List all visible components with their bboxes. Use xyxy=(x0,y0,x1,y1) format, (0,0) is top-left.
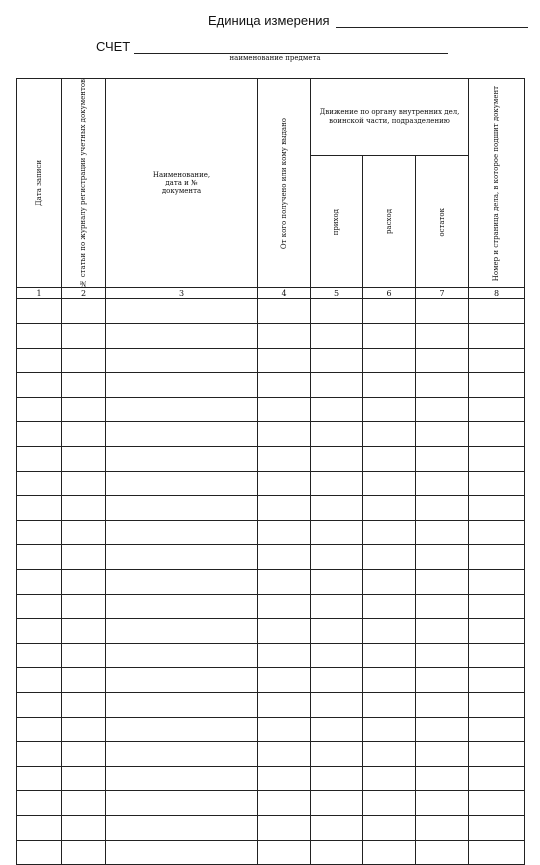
table-cell[interactable] xyxy=(416,299,469,324)
table-row xyxy=(17,791,525,816)
table-cell[interactable] xyxy=(416,471,469,496)
table-cell[interactable] xyxy=(106,742,258,767)
table-cell[interactable] xyxy=(17,545,62,570)
table-cell[interactable] xyxy=(416,742,469,767)
table-cell[interactable] xyxy=(258,619,311,644)
table-cell[interactable] xyxy=(258,471,311,496)
table-cell[interactable] xyxy=(469,299,525,324)
table-cell[interactable] xyxy=(416,570,469,595)
table-cell[interactable] xyxy=(469,570,525,595)
table-cell[interactable] xyxy=(62,594,106,619)
table-cell[interactable] xyxy=(62,717,106,742)
table-cell[interactable] xyxy=(17,742,62,767)
table-cell[interactable] xyxy=(17,324,62,349)
table-row xyxy=(17,594,525,619)
table-cell[interactable] xyxy=(106,570,258,595)
table-cell[interactable] xyxy=(258,348,311,373)
table-row xyxy=(17,619,525,644)
table-cell[interactable] xyxy=(17,348,62,373)
table-cell[interactable] xyxy=(106,545,258,570)
table-cell[interactable] xyxy=(258,643,311,668)
table-cell[interactable] xyxy=(363,692,416,717)
table-cell[interactable] xyxy=(416,520,469,545)
table-cell[interactable] xyxy=(363,619,416,644)
col-number: 8 xyxy=(469,288,525,299)
table-cell[interactable] xyxy=(62,397,106,422)
table-cell[interactable] xyxy=(363,348,416,373)
table-row xyxy=(17,643,525,668)
table-cell[interactable] xyxy=(258,447,311,472)
table-row xyxy=(17,520,525,545)
table-cell[interactable] xyxy=(416,324,469,349)
table-cell[interactable] xyxy=(62,742,106,767)
table-cell[interactable] xyxy=(311,594,363,619)
table-cell[interactable] xyxy=(62,447,106,472)
table-cell[interactable] xyxy=(311,791,363,816)
header-movement-group: Движение по органу внутренних дел, воинской части, подразделению xyxy=(311,79,469,156)
table-cell[interactable] xyxy=(311,496,363,521)
table-cell[interactable] xyxy=(469,397,525,422)
col-number: 7 xyxy=(416,288,469,299)
table-cell[interactable] xyxy=(62,643,106,668)
table-cell[interactable] xyxy=(258,397,311,422)
table-cell[interactable] xyxy=(363,742,416,767)
table-cell[interactable] xyxy=(469,324,525,349)
table-cell[interactable] xyxy=(363,496,416,521)
table-cell[interactable] xyxy=(17,643,62,668)
table-row xyxy=(17,373,525,398)
table-cell[interactable] xyxy=(311,348,363,373)
table-cell[interactable] xyxy=(106,299,258,324)
header-article: № статьи по журналу регистрации учетных документов xyxy=(62,79,106,288)
table-cell[interactable] xyxy=(17,619,62,644)
table-cell[interactable] xyxy=(106,447,258,472)
table-cell[interactable] xyxy=(363,471,416,496)
table-cell[interactable] xyxy=(469,692,525,717)
header-date: Дата записи xyxy=(17,79,62,288)
table-cell[interactable] xyxy=(363,717,416,742)
table-cell[interactable] xyxy=(469,668,525,693)
table-cell[interactable] xyxy=(416,545,469,570)
unit-of-measure-line xyxy=(208,8,528,28)
table-cell[interactable] xyxy=(17,791,62,816)
table-cell[interactable] xyxy=(416,397,469,422)
col-number: 6 xyxy=(363,288,416,299)
table-cell[interactable] xyxy=(416,717,469,742)
table-cell[interactable] xyxy=(311,815,363,840)
table-cell[interactable] xyxy=(17,692,62,717)
table-cell[interactable] xyxy=(62,619,106,644)
table-cell[interactable] xyxy=(416,643,469,668)
table-cell[interactable] xyxy=(258,545,311,570)
table-cell[interactable] xyxy=(62,299,106,324)
table-cell[interactable] xyxy=(17,594,62,619)
table-row xyxy=(17,496,525,521)
table-cell[interactable] xyxy=(363,643,416,668)
table-cell[interactable] xyxy=(17,520,62,545)
col-number: 4 xyxy=(258,288,311,299)
table-cell[interactable] xyxy=(416,840,469,865)
table-cell[interactable] xyxy=(469,619,525,644)
table-cell[interactable] xyxy=(311,299,363,324)
table-cell[interactable] xyxy=(363,520,416,545)
table-cell[interactable] xyxy=(258,324,311,349)
table-cell[interactable] xyxy=(416,619,469,644)
table-row xyxy=(17,447,525,472)
table-cell[interactable] xyxy=(258,840,311,865)
table-cell[interactable] xyxy=(469,840,525,865)
col-number: 1 xyxy=(17,288,62,299)
table-cell[interactable] xyxy=(258,496,311,521)
table-cell[interactable] xyxy=(106,815,258,840)
table-cell[interactable] xyxy=(363,373,416,398)
table-cell[interactable] xyxy=(17,299,62,324)
table-cell[interactable] xyxy=(311,742,363,767)
table-cell[interactable] xyxy=(363,570,416,595)
table-row xyxy=(17,299,525,324)
table-cell[interactable] xyxy=(62,570,106,595)
table-cell[interactable] xyxy=(469,471,525,496)
table-cell[interactable] xyxy=(311,324,363,349)
table-cell[interactable] xyxy=(311,520,363,545)
header-document: Наименование, дата и № документа xyxy=(106,79,258,288)
table-cell[interactable] xyxy=(469,791,525,816)
table-cell[interactable] xyxy=(469,717,525,742)
table-cell[interactable] xyxy=(416,348,469,373)
table-row xyxy=(17,471,525,496)
table-cell[interactable] xyxy=(469,422,525,447)
table-cell[interactable] xyxy=(416,496,469,521)
table-cell[interactable] xyxy=(17,422,62,447)
table-cell[interactable] xyxy=(62,815,106,840)
table-cell[interactable] xyxy=(311,397,363,422)
table-cell[interactable] xyxy=(17,471,62,496)
table-cell[interactable] xyxy=(17,668,62,693)
table-cell[interactable] xyxy=(258,299,311,324)
table-row xyxy=(17,668,525,693)
table-cell[interactable] xyxy=(62,496,106,521)
table-cell[interactable] xyxy=(258,766,311,791)
header-from-to: От кого получено или кому выдано xyxy=(258,79,311,288)
table-cell[interactable] xyxy=(17,766,62,791)
table-cell[interactable] xyxy=(106,619,258,644)
table-cell[interactable] xyxy=(62,791,106,816)
table-cell[interactable] xyxy=(106,422,258,447)
table-cell[interactable] xyxy=(106,397,258,422)
header-balance: остаток xyxy=(416,156,469,288)
table-row xyxy=(17,348,525,373)
table-cell[interactable] xyxy=(17,570,62,595)
table-cell[interactable] xyxy=(106,840,258,865)
table-cell[interactable] xyxy=(106,520,258,545)
table-cell[interactable] xyxy=(311,422,363,447)
table-cell[interactable] xyxy=(62,766,106,791)
table-cell[interactable] xyxy=(17,815,62,840)
table-cell[interactable] xyxy=(311,840,363,865)
table-row xyxy=(17,840,525,865)
table-cell[interactable] xyxy=(311,766,363,791)
table-cell[interactable] xyxy=(62,520,106,545)
table-cell[interactable] xyxy=(469,520,525,545)
table-cell[interactable] xyxy=(416,766,469,791)
table-cell[interactable] xyxy=(106,471,258,496)
table-cell[interactable] xyxy=(106,348,258,373)
table-cell[interactable] xyxy=(469,643,525,668)
table-cell[interactable] xyxy=(363,545,416,570)
table-cell[interactable] xyxy=(469,594,525,619)
table-cell[interactable] xyxy=(363,791,416,816)
table-cell[interactable] xyxy=(363,594,416,619)
table-cell[interactable] xyxy=(311,619,363,644)
table-row xyxy=(17,422,525,447)
table-cell[interactable] xyxy=(106,668,258,693)
table-row xyxy=(17,692,525,717)
table-cell[interactable] xyxy=(311,692,363,717)
table-cell[interactable] xyxy=(17,496,62,521)
table-cell[interactable] xyxy=(311,643,363,668)
table-cell[interactable] xyxy=(469,815,525,840)
table-cell[interactable] xyxy=(106,324,258,349)
account-field[interactable] xyxy=(134,39,448,54)
table-row xyxy=(17,545,525,570)
table-cell[interactable] xyxy=(416,594,469,619)
account-label: СЧЕТ xyxy=(96,39,131,54)
unit-of-measure-label: Единица измерения xyxy=(208,13,330,28)
table-cell[interactable] xyxy=(258,815,311,840)
table-cell[interactable] xyxy=(17,447,62,472)
table-cell[interactable] xyxy=(311,570,363,595)
table-cell[interactable] xyxy=(363,422,416,447)
table-row xyxy=(17,766,525,791)
table-row xyxy=(17,570,525,595)
table-cell[interactable] xyxy=(469,348,525,373)
table-row xyxy=(17,717,525,742)
table-cell[interactable] xyxy=(416,422,469,447)
table-cell[interactable] xyxy=(62,840,106,865)
table-cell[interactable] xyxy=(17,397,62,422)
table-cell[interactable] xyxy=(363,397,416,422)
table-cell[interactable] xyxy=(416,791,469,816)
table-cell[interactable] xyxy=(469,373,525,398)
table-cell[interactable] xyxy=(62,668,106,693)
column-numbers-row xyxy=(17,288,525,299)
table-body xyxy=(17,299,525,865)
table-cell[interactable] xyxy=(106,791,258,816)
table-cell[interactable] xyxy=(469,545,525,570)
table-cell[interactable] xyxy=(311,545,363,570)
ledger-table xyxy=(16,78,525,865)
account-caption: наименование предмета xyxy=(229,54,321,62)
table-cell[interactable] xyxy=(258,742,311,767)
table-row xyxy=(17,742,525,767)
table-cell[interactable] xyxy=(416,692,469,717)
table-cell[interactable] xyxy=(363,840,416,865)
account-line xyxy=(96,38,448,54)
table-cell[interactable] xyxy=(416,373,469,398)
table-row xyxy=(17,397,525,422)
table-cell[interactable] xyxy=(469,447,525,472)
table-cell[interactable] xyxy=(17,373,62,398)
table-cell[interactable] xyxy=(258,692,311,717)
table-cell[interactable] xyxy=(17,717,62,742)
col-number: 2 xyxy=(62,288,106,299)
table-cell[interactable] xyxy=(311,373,363,398)
table-cell[interactable] xyxy=(106,643,258,668)
table-cell[interactable] xyxy=(311,668,363,693)
table-cell[interactable] xyxy=(258,594,311,619)
table-row xyxy=(17,324,525,349)
table-cell[interactable] xyxy=(363,299,416,324)
table-cell[interactable] xyxy=(469,496,525,521)
table-cell[interactable] xyxy=(416,815,469,840)
table-cell[interactable] xyxy=(258,791,311,816)
table-cell[interactable] xyxy=(258,668,311,693)
table-cell[interactable] xyxy=(17,840,62,865)
table-cell[interactable] xyxy=(106,692,258,717)
table-cell[interactable] xyxy=(62,373,106,398)
table-cell[interactable] xyxy=(311,471,363,496)
table-cell[interactable] xyxy=(62,324,106,349)
header-expense: расход xyxy=(363,156,416,288)
header-case-number: Номер и страница дела, в которое подшит документ xyxy=(469,79,525,288)
table-cell[interactable] xyxy=(469,766,525,791)
table-cell[interactable] xyxy=(363,766,416,791)
table-cell[interactable] xyxy=(363,668,416,693)
table-cell[interactable] xyxy=(106,766,258,791)
table-cell[interactable] xyxy=(258,422,311,447)
table-cell[interactable] xyxy=(311,447,363,472)
table-cell[interactable] xyxy=(106,373,258,398)
table-row xyxy=(17,815,525,840)
table-cell[interactable] xyxy=(106,496,258,521)
unit-of-measure-field[interactable] xyxy=(336,13,528,28)
table-cell[interactable] xyxy=(311,717,363,742)
table-cell[interactable] xyxy=(258,520,311,545)
header-income: приход xyxy=(311,156,363,288)
table-cell[interactable] xyxy=(258,570,311,595)
table-cell[interactable] xyxy=(258,373,311,398)
table-cell[interactable] xyxy=(62,422,106,447)
table-cell[interactable] xyxy=(62,471,106,496)
col-number: 5 xyxy=(311,288,363,299)
table-cell[interactable] xyxy=(62,348,106,373)
table-cell[interactable] xyxy=(363,815,416,840)
table-cell[interactable] xyxy=(363,324,416,349)
table-cell[interactable] xyxy=(416,447,469,472)
col-number: 3 xyxy=(106,288,258,299)
table-cell[interactable] xyxy=(62,545,106,570)
table-cell[interactable] xyxy=(469,742,525,767)
table-cell[interactable] xyxy=(106,717,258,742)
table-cell[interactable] xyxy=(258,717,311,742)
table-cell[interactable] xyxy=(416,668,469,693)
table-cell[interactable] xyxy=(106,594,258,619)
table-cell[interactable] xyxy=(363,447,416,472)
table-cell[interactable] xyxy=(62,692,106,717)
